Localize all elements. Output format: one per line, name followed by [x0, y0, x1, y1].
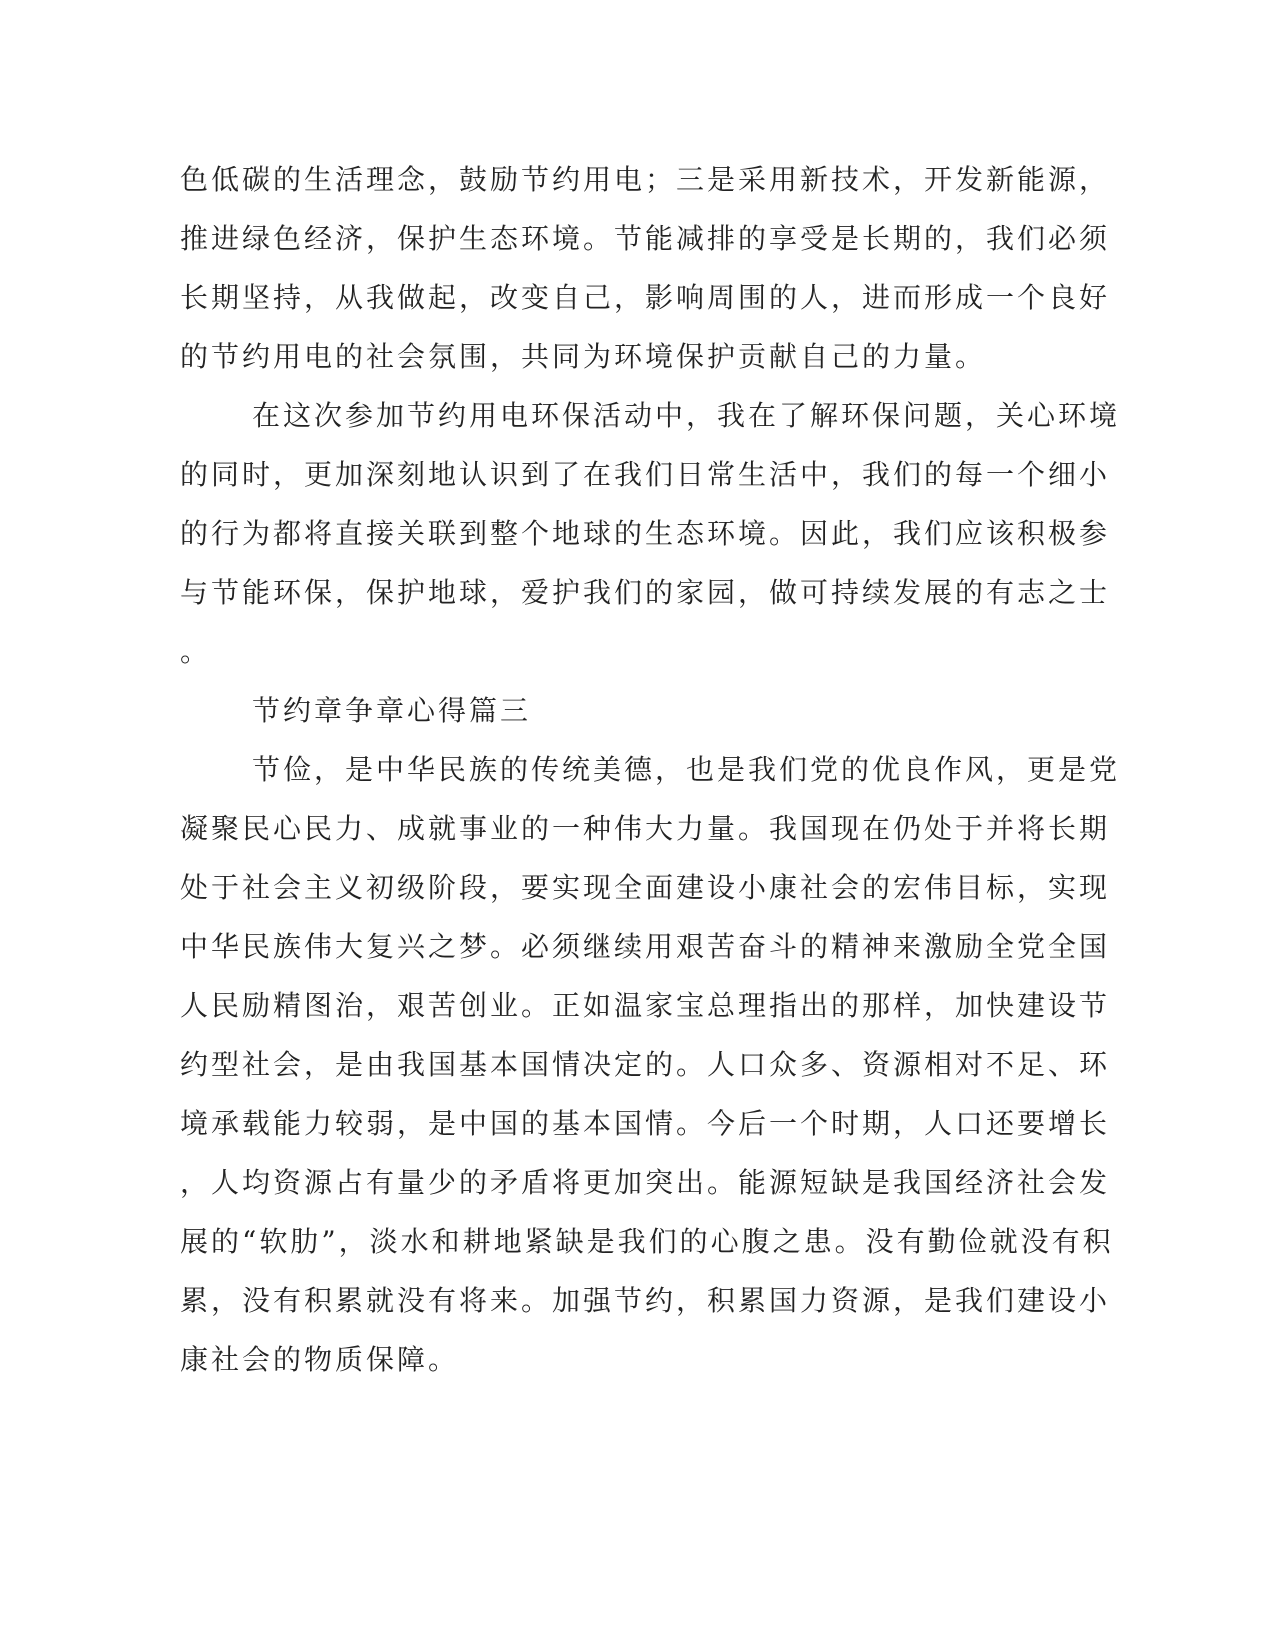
- body-text-line: 。: [180, 635, 212, 668]
- body-text-line: 人民励精图治，艰苦创业。正如温家宝总理指出的那样，加快建设节: [180, 989, 1111, 1022]
- body-text-line: 在这次参加节约用电环保活动中，我在了解环保问题，关心环境: [252, 399, 1121, 432]
- body-text-line: 处于社会主义初级阶段，要实现全面建设小康社会的宏伟目标，实现: [180, 871, 1111, 904]
- body-text-line: 的同时，更加深刻地认识到了在我们日常生活中，我们的每一个细小: [180, 458, 1111, 491]
- body-text-line: 约型社会，是由我国基本国情决定的。人口众多、资源相对不足、环: [180, 1048, 1111, 1081]
- body-text-line: 的行为都将直接关联到整个地球的生态环境。因此，我们应该积极参: [180, 517, 1111, 550]
- body-text-line: ，人均资源占有量少的矛盾将更加突出。能源短缺是我国经济社会发: [180, 1166, 1111, 1199]
- body-text-line: 的节约用电的社会氛围，共同为环境保护贡献自己的力量。: [180, 340, 987, 373]
- body-text-line: 康社会的物质保障。: [180, 1343, 460, 1376]
- body-text-line: 中华民族伟大复兴之梦。必须继续用艰苦奋斗的精神来激励全党全国: [180, 930, 1111, 963]
- body-text-line: 节俭，是中华民族的传统美德，也是我们党的优良作风，更是党: [252, 753, 1121, 786]
- body-text-line: 色低碳的生活理念，鼓励节约用电；三是采用新技术，开发新能源，: [180, 163, 1111, 196]
- body-text-line: 展的“软肋”，淡水和耕地紧缺是我们的心腹之患。没有勤俭就没有积: [180, 1225, 1114, 1258]
- body-text-line: 与节能环保，保护地球，爱护我们的家园，做可持续发展的有志之士: [180, 576, 1111, 609]
- body-text-line: 凝聚民心民力、成就事业的一种伟大力量。我国现在仍处于并将长期: [180, 812, 1111, 845]
- section-heading: 节约章争章心得篇三: [252, 694, 532, 727]
- body-text-line: 长期坚持，从我做起，改变自己，影响周围的人，进而形成一个良好: [180, 281, 1111, 314]
- body-text-line: 累，没有积累就没有将来。加强节约，积累国力资源，是我们建设小: [180, 1284, 1111, 1317]
- body-text-line: 推进绿色经济，保护生态环境。节能减排的享受是长期的，我们必须: [180, 222, 1111, 255]
- body-text-line: 境承载能力较弱，是中国的基本国情。今后一个时期，人口还要增长: [180, 1107, 1111, 1140]
